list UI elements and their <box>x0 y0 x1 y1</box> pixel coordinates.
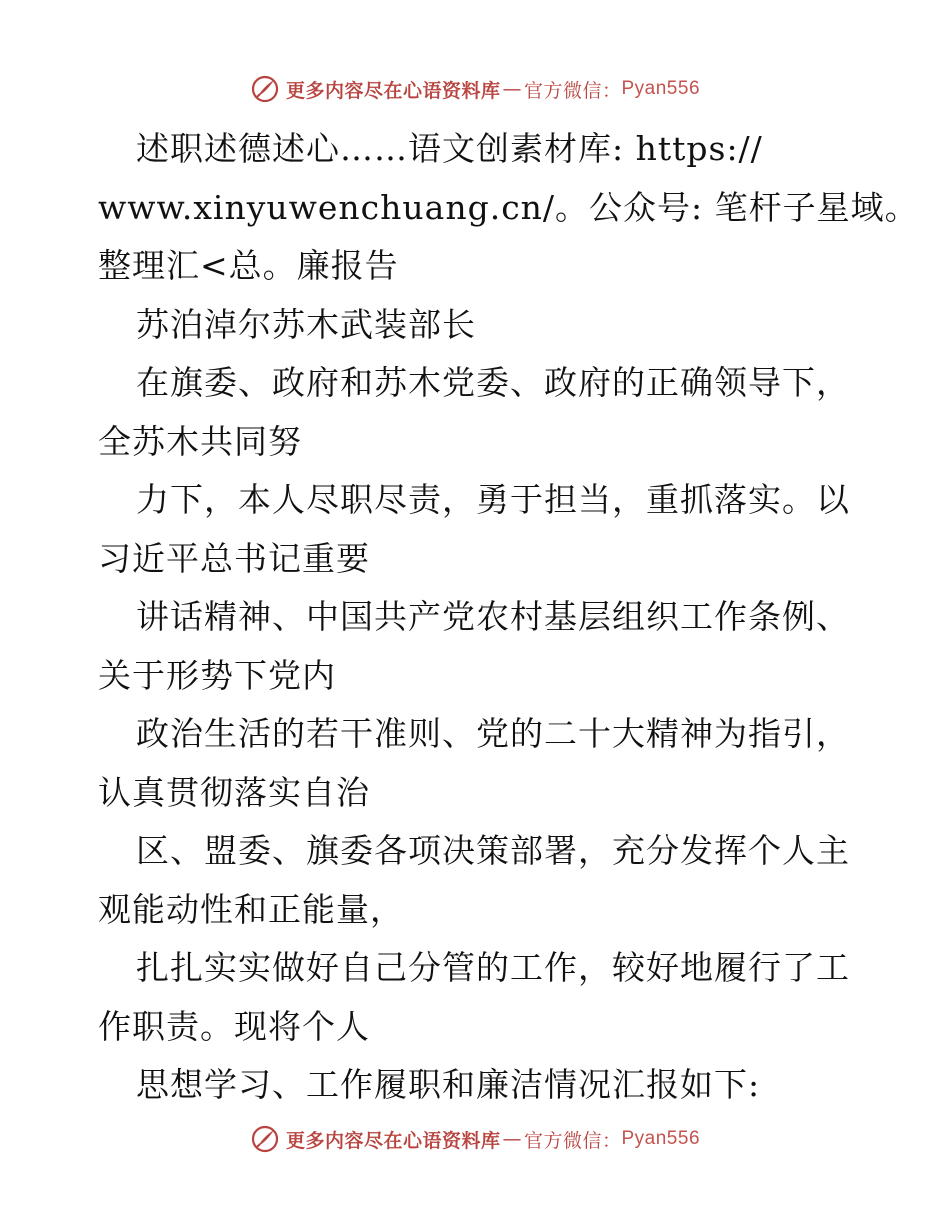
watermark-handle: Pyan556 <box>621 1128 701 1149</box>
header-watermark <box>0 74 950 104</box>
text-line: 在旗委、政府和苏木党委、政府的正确领导下， <box>136 363 850 402</box>
watermark-dash: — <box>502 78 522 100</box>
text-line: 全苏木共同努 <box>98 421 302 461</box>
watermark-site-text: 更多内容尽在心语资料库 <box>285 79 501 102</box>
text-line: 作职责。现将个人 <box>98 1006 370 1046</box>
footer-watermark <box>0 1124 950 1154</box>
watermark-site-text: 更多内容尽在心语资料库 <box>285 1129 501 1152</box>
text-line: 关于形势下党内 <box>98 655 336 695</box>
watermark-handle: Pyan556 <box>621 78 701 99</box>
text-line: 扎扎实实做好自己分管的工作，较好地履行了工 <box>136 948 850 987</box>
document-body <box>98 120 919 1115</box>
text-line: 观能动性和正能量， <box>98 889 404 929</box>
text-line: 述职述德述心……语文创素材库: https:// <box>136 129 763 168</box>
text-line: 区、盟委、旗委各项决策部署，充分发挥个人主 <box>136 831 850 870</box>
watermark-label: 官方微信： <box>523 79 622 102</box>
watermark-label: 官方微信： <box>523 1129 622 1152</box>
feather-pen-logo-icon <box>250 1124 280 1154</box>
text-line: 苏泊淖尔苏木武装部长 <box>136 304 476 344</box>
text-line: 认真贯彻落实自治 <box>98 772 370 812</box>
text-line: 政治生活的若干准则、党的二十大精神为指引， <box>136 714 850 753</box>
text-line: 习近平总书记重要 <box>98 538 370 578</box>
text-line: 讲话精神、中国共产党农村基层组织工作条例、 <box>136 597 850 636</box>
text-line: www.xinyuwenchuang.cn/。公众号: 笔杆子星域。 <box>98 187 919 227</box>
text-line: 力下，本人尽职尽责，勇于担当，重抓落实。以 <box>136 480 850 519</box>
text-line: 思想学习、工作履职和廉洁情况汇报如下: <box>136 1065 761 1104</box>
text-line: 整理汇<总。廉报告 <box>98 246 399 285</box>
feather-pen-logo-icon <box>250 74 280 104</box>
watermark-dash: — <box>502 1128 522 1150</box>
